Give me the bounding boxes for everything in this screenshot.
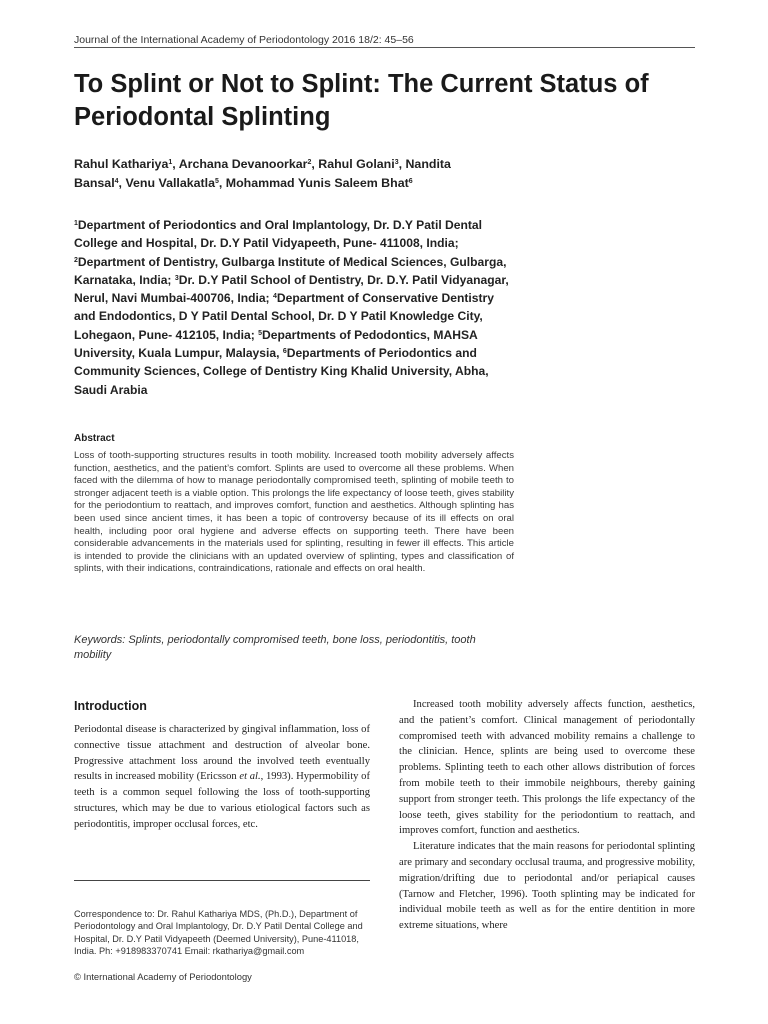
author-name: Venu Vallakatla xyxy=(125,176,215,190)
introduction-paragraph-3: Literature indicates that the main reasons for periodontal splinting are primary and secondary occlusal trauma, and progressive mobility, migration/drifting due to periodontal and/or periapical causes (Tarnow and Fletcher, 1996). Tooth splinting may be indicated for individual mobile teeth as well as for the entire dentition in more extreme situations, where xyxy=(399,841,695,932)
header-rule xyxy=(74,47,695,48)
author-separator: , xyxy=(311,157,319,171)
affiliation-text: Dr. D.Y Patil School of Dentistry, Dr. D.Y. Patil Vidyanagar, Nerul, Navi Mumbai-400706, India; xyxy=(74,272,509,306)
abstract-text: Loss of tooth-supporting structures results in tooth mobility. Increased tooth mobility adversely affects function, aesthetics, and the patient’s comfort. Splints are used to overcome all these problems. When faced with the dilemma of how to manage periodontally compromised teeth, splinting of mobile teeth to stronger adjacent teeth is a viable option. This prolongs the life expectancy of loose teeth, gives stability for the periodontium to reattach, and improves comfort, function and aesthetics. Although splinting has been used since ancient times, it has been a topic of controversy because of its ill effects on oral health, including poor oral hygiene and adverse effects on supporting teeth. There have been considerable advancements in the materials used for splinting, resulting in fewer ill effects. This article is intended to provide the clinicians with an updated overview of splinting, types and classification of splints, with their indications, contraindications, rationale and effects on oral health. xyxy=(74,450,514,575)
introduction-paragraph-1 xyxy=(74,722,370,833)
article-title: To Splint or Not to Splint: The Current Status of Periodontal Splinting xyxy=(74,70,649,131)
et-al: et al. xyxy=(239,771,261,783)
journal-header: Journal of the International Academy of Periodontology 2016 18/2: 45–56 xyxy=(74,34,414,46)
affiliation-text: Department of Conservative Dentistry and Endodontics, D Y Patil Dental School, Dr. D Y Patil Knowledge City, Lohegaon, Pune- 412105, India; xyxy=(74,291,494,342)
affiliation-list xyxy=(74,216,514,399)
right-column xyxy=(399,697,695,934)
affiliation-text: Departments of Periodontics and Community Sciences, College of Dentistry King Khalid University, Abha, Saudi Arabia xyxy=(74,346,489,397)
author-affiliation-marker: 6 xyxy=(408,178,413,185)
author-list xyxy=(74,155,474,193)
author-affiliation-marker: 3 xyxy=(394,159,399,166)
affiliation-marker: 4 xyxy=(272,293,277,301)
abstract-heading: Abstract xyxy=(74,433,115,444)
affiliation-marker: 6 xyxy=(282,348,287,356)
author-separator: , xyxy=(398,157,406,171)
author-affiliation-marker: 2 xyxy=(307,159,312,166)
keywords: Keywords: Splints, periodontally compromised teeth, bone loss, periodontitis, tooth mobility xyxy=(74,634,476,661)
intro-text-part: , 1993). Hypermobility of teeth is a common sequel following the loss of tooth-supporting structures, which may be due to various etiological factors such as periodontitis, improper occlusal forces, etc. xyxy=(74,771,370,830)
affiliation-text: Department of Periodontics and Oral Implantology, Dr. D.Y Patil Dental College and Hospital, Dr. D.Y Patil Vidyapeeth, Pune- 411008, India; xyxy=(74,218,482,251)
author-affiliation-marker: 4 xyxy=(114,178,119,185)
introduction-heading: Introduction xyxy=(74,699,147,713)
affiliation-text: Department of Dentistry, Gulbarga Institute of Medical Sciences, Gulbarga, Karnataka, India; xyxy=(74,254,507,287)
affiliation-text: Departments of Pedodontics, MAHSA University, Kuala Lumpur, Malaysia, xyxy=(74,327,478,361)
author-affiliation-marker: 1 xyxy=(168,159,173,166)
author-separator: , xyxy=(172,157,179,171)
author-name: Archana Devanoorkar xyxy=(178,157,308,171)
footnote-rule xyxy=(74,880,370,881)
affiliation-marker: 2 xyxy=(74,256,78,264)
author-name: Nandita Bansal xyxy=(74,157,451,190)
author-name: Mohammad Yunis Saleem Bhat xyxy=(225,176,409,190)
author-separator: , xyxy=(218,176,226,190)
author-separator: , xyxy=(118,176,126,190)
author-affiliation-marker: 5 xyxy=(214,178,219,185)
intro-text-part: Periodontal disease is characterized by gingival inflammation, loss of connective tissue attachment and destruction of alveolar bone. Progressive attachment loss around the involved teeth eventually results in increased mobility (Ericsson xyxy=(74,724,370,783)
author-name: Rahul Golani xyxy=(318,157,395,171)
affiliation-marker: 5 xyxy=(258,329,263,337)
author-name: Rahul Kathariya xyxy=(74,157,169,171)
correspondence-note: Correspondence to: Dr. Rahul Kathariya MDS, (Ph.D.), Department of Periodontology and Oral Implantology, Dr. D.Y Patil Dental College and Hospital, Dr. D.Y Patil Vidyapeeth (Deemed University), Pune-411018, India. Ph: +918983370741 Email: rkathariya@gmail.com xyxy=(74,909,363,957)
copyright-notice: © International Academy of Periodontology xyxy=(74,971,252,982)
introduction-paragraph-2: Increased tooth mobility adversely affects function, aesthetics, and the patient’s comfort. Clinical management of periodontally compromised teeth with advanced mobility remains a challenge to the clinician. Hence, splints are being used to overcome these problems. Splinting teeth to each other allows distribution of forces from mobile teeth to their immobile neighbours, thereby gaining support from stronger teeth. This prolongs the life expectancy of the loose teeth, gives stability for the periodontium to reattach, and improves comfort, function and aesthetics. xyxy=(399,699,695,837)
affiliation-marker: 1 xyxy=(74,220,78,227)
affiliation-marker: 3 xyxy=(174,274,179,282)
